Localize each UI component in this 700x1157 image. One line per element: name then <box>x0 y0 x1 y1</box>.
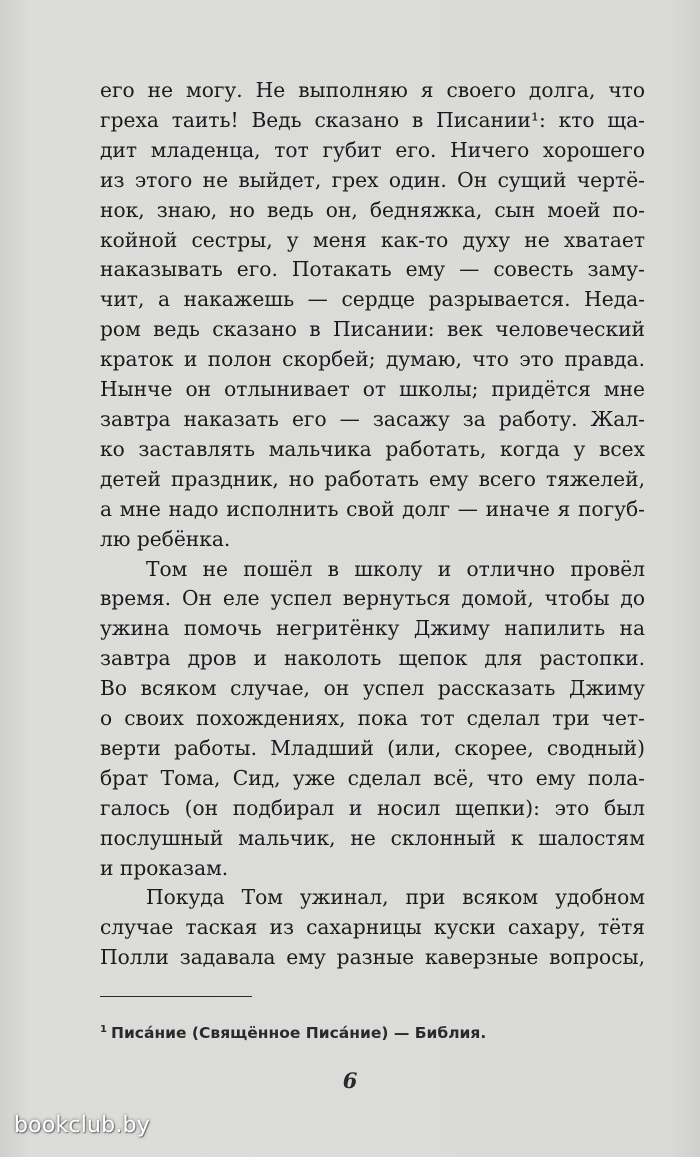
text-line: ужина помочь негритёнку Джиму напилить на <box>100 616 645 641</box>
text-line: время. Он еле успел вернуться домой, чтобы до <box>100 586 645 611</box>
text-line: койной сестры, у меня как-то духу не хватает <box>100 227 645 252</box>
text-line: Полли задавала ему разные каверзные вопросы, <box>100 945 645 970</box>
text-line: послушный мальчик, не склонный к шалостям <box>100 825 645 850</box>
text-line: детей праздник, но работать ему всего тяжелей, <box>100 466 645 491</box>
footnote-text: Писа́ние (Свящённое Писа́ние) — Библия. <box>110 1024 487 1043</box>
text-line: краток и полон скорбей; думаю, что это правда. <box>100 347 645 372</box>
footnote-marker: 1 <box>100 1024 107 1035</box>
text-line: ром ведь сказано в Писании: век человеческий <box>100 317 645 342</box>
text-line: брат Тома, Сид, уже сделал всё, что ему пола- <box>100 765 645 790</box>
text-line: чит, а накажешь — сердце разрывается. Неда- <box>100 287 645 312</box>
footnote-divider <box>100 996 252 997</box>
text-line: лю ребёнка. <box>100 526 231 551</box>
text-line: Покуда Том ужинал, при всяком удобном <box>146 885 645 910</box>
text-line: верти работы. Младший (или, скорее, сводный) <box>100 735 645 760</box>
text-line: Том не пошёл в школу и отлично провёл <box>146 556 645 581</box>
text-line: и проказам. <box>100 855 229 880</box>
site-watermark: bookclub.by <box>14 1113 150 1138</box>
text-line: Нынче он отлынивает от школы; придётся мне <box>100 377 645 402</box>
text-line: а мне надо исполнить свой долг — иначе я погуб- <box>100 496 645 521</box>
text-line: греха таить! Ведь сказано в Писании¹: кто ща- <box>100 107 645 132</box>
text-line: ко заставлять мальчика работать, когда у всех <box>100 436 645 461</box>
text-line: Во всяком случае, он успел рассказать Джиму <box>100 676 645 701</box>
page-number: 6 <box>342 1068 358 1093</box>
text-line: о своих похождениях, пока тот сделал три чет- <box>100 706 645 731</box>
text-line: завтра наказать его — засажу за работу. Жал- <box>100 406 645 431</box>
text-line: из этого не выйдет, грех один. Он сущий чертё- <box>100 167 645 192</box>
text-line: дит младенца, тот губит его. Ничего хорошего <box>100 137 645 162</box>
text-line: галось (он подбирал и носил щепки): это был <box>100 795 645 820</box>
text-line: завтра дров и наколоть щепок для растопки. <box>100 646 645 671</box>
text-line: нок, знаю, но ведь он, бедняжка, сын моей по- <box>100 197 645 222</box>
text-line: случае таская из сахарницы куски сахару, тётя <box>100 915 645 940</box>
body-text <box>100 76 645 973</box>
text-line: наказывать его. Потакать ему — совесть заму- <box>100 257 645 282</box>
footnote <box>100 1024 645 1042</box>
text-line: его не могу. Не выполняю я своего долга, что <box>100 78 645 102</box>
